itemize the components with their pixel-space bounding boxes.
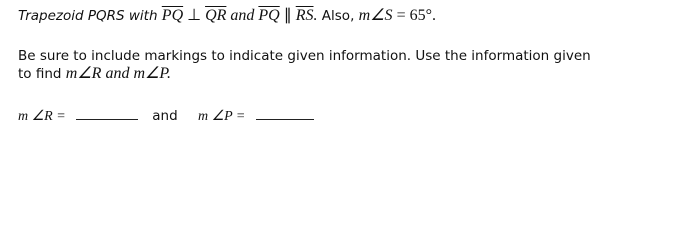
given-angle-value: = 65°.	[392, 7, 436, 24]
and-connector: and	[152, 108, 178, 124]
perpendicular-symbol: ⊥	[183, 7, 206, 24]
intro-text: Trapezoid PQRS with	[18, 8, 162, 24]
segment-pq-2: $\overline{PQ}$	[258, 7, 280, 24]
period: .	[313, 7, 318, 24]
and-text: and	[226, 7, 259, 24]
answer-p-label: m ∠P =	[197, 109, 246, 124]
problem-line-2: Be sure to include markings to indicate given information. Use the information given	[18, 48, 591, 64]
to-find-text: to find	[18, 66, 66, 82]
answer-r-blank[interactable]	[76, 107, 138, 120]
segment-rs: $\overline{RS}$	[295, 7, 314, 24]
parallel-symbol: ∥	[279, 7, 296, 24]
segment-pq: $\overline{PQ}$	[161, 7, 184, 24]
angle-p: m∠P	[133, 65, 168, 82]
given-angle: m∠S	[358, 7, 393, 24]
answer-line	[18, 107, 314, 126]
angle-r: m∠R	[65, 65, 102, 82]
problem-line-3	[18, 65, 171, 83]
period-2: .	[167, 65, 172, 82]
answer-p-blank[interactable]	[256, 107, 314, 120]
and-text-2: and	[101, 65, 134, 82]
answer-r-label: m ∠R =	[18, 109, 66, 124]
problem-line-1	[18, 7, 436, 25]
also-text: Also,	[317, 8, 359, 24]
segment-qr: $\overline{QR}$	[205, 7, 227, 24]
